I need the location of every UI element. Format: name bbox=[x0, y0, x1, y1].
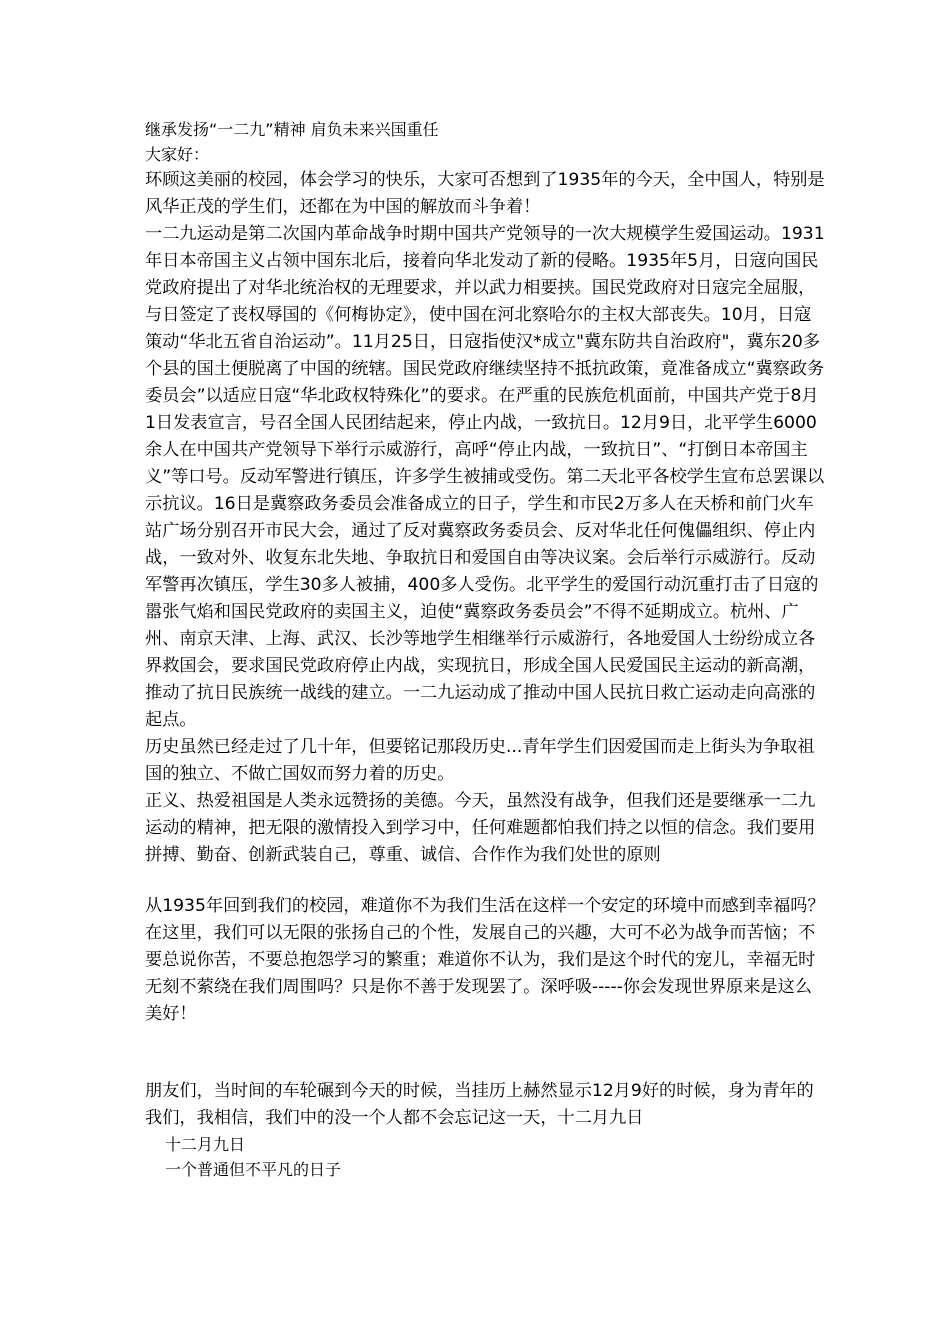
document-title: 继承发扬“一二九”精神 肩负未来兴国重任 bbox=[145, 120, 439, 139]
paragraph-campus: 从1935年回到我们的校园，难道你不为我们生活在这样一个安定的环境中而感到幸福吗？在这里，我们可以无限的张扬自己的个性，发展自己的兴趣，大可不必为战争而苦恼；不要总说你苦，不要总抱怨学习的繁重；难道你不认为，我们是这个时代的宠儿，幸福无时无刻不萦绕在我们周围吗？只是你不善于发现罢了。深呼吸-----你会发现世界原来是这么美好！ bbox=[145, 896, 825, 1024]
blank-line bbox=[145, 869, 825, 893]
greeting: 大家好： bbox=[145, 145, 210, 164]
line-ordinary-day: 一个普通但不平凡的日子 bbox=[165, 1160, 342, 1179]
blank-lines bbox=[145, 1028, 825, 1078]
paragraph-remember: 历史虽然已经走过了几十年，但要铭记那段历史...青年学生们因爱国而走上街头为争取祖国的独立、不做亡国奴而努力着的历史。 bbox=[145, 737, 815, 784]
paragraph-opening: 环顾这美丽的校园，体会学习的快乐，大家可否想到了1935年的今天，全中国人，特别是风华正茂的学生们，还都在为中国的解放而斗争着！ bbox=[145, 170, 825, 217]
paragraph-history: 一二九运动是第二次国内革命战争时期中国共产党领导的一次大规模学生爱国运动。1931年日本帝国主义占领中国东北后，接着向华北发动了新的侵略。1935年5月，日寇向国民党政府提出了对华北统治权的无理要求，并以武力相要挟。国民党政府对日寇完全屈服，与日签定了丧权辱国的《何梅协定》，使中国在河北察哈尔的主权大部丧失。10月，日寇策动“华北五省自治运动”。11月25日，日寇指使汉*成立"冀东防共自治政府"，冀东20多个县的国土便脱离了中国的统辖。国民党政府继续坚持不抵抗政策，竟准备成立“冀察政务委员会”以适应日寇“华北政权特殊化”的要求。在严重的民族危机面前，中国共产党于8月1日发表宣言，号召全国人民团结起来，停止内战，一致抗日。12月9日，北平学生6000余人在中国共产党领导下举行示威游行，高呼“停止内战，一致抗日”、“打倒日本帝国主义”等口号。反动军警进行镇压，许多学生被捕或受伤。第二天北平各校学生宣布总罢课以示抗议。16日是冀察政务委员会准备成立的日子，学生和市民2万多人在天桥和前门火车站广场分别召开市民大会，通过了反对冀察政务委员会、反对华北任何傀儡组织、停止内战，一致对外、收复东北失地、争取抗日和爱国自由等决议案。会后举行示威游行。反动军警再次镇压，学生30多人被捕，400多人受伤。北平学生的爱国行动沉重打击了日寇的嚣张气焰和国民党政府的卖国主义，迫使“冀察政务委员会”不得不延期成立。杭州、广州、南京天津、上海、武汉、长沙等地学生相继举行示威游行，各地爱国人士纷纷成立各界救国会，要求国民党政府停止内战，实现抗日，形成全国人民爱国民主运动的新高潮，推动了抗日民族统一战线的建立。一二九运动成了推动中国人民抗日救亡运动走向高涨的起点。 bbox=[145, 224, 825, 730]
line-date: 十二月九日 bbox=[165, 1135, 246, 1154]
document-page bbox=[145, 117, 825, 1182]
paragraph-spirit: 正义、热爱祖国是人类永远赞扬的美德。今天，虽然没有战争，但我们还是要继承一二九运动的精神，把无限的激情投入到学习中，任何难题都怕我们持之以恒的信念。我们要用拼搏、勤奋、创新武装自己，尊重、诚信、合作作为我们处世的原则 bbox=[145, 791, 816, 865]
paragraph-friends: 朋友们，当时间的车轮碾到今天的时候，当挂历上赫然显示12月9好的时候，身为青年的我们，我相信，我们中的没一个人都不会忘记这一天，十二月九日 bbox=[145, 1081, 814, 1128]
